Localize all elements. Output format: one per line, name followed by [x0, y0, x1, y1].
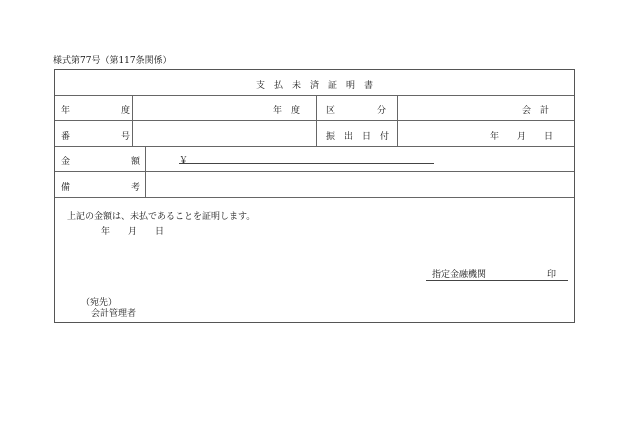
divider-label-col — [132, 95, 133, 146]
addressee: 会計管理者 — [91, 309, 137, 319]
transfer-date-label: 振 出 日 付 — [326, 132, 390, 142]
currency-symbol: ￥ — [179, 156, 189, 166]
kubun-value: 会 計 — [522, 106, 550, 116]
certification-date: 年 月 日 — [101, 227, 165, 237]
amount-label-left: 金 — [61, 157, 71, 167]
year-label-left: 年 — [61, 106, 71, 116]
remarks-label-left: 備 — [61, 183, 71, 193]
institution-label: 指定金融機関 — [432, 270, 487, 280]
form-title: 支 払 未 済 証 明 書 — [255, 81, 373, 91]
certification-statement: 上記の金額は、未払であることを証明します。 — [67, 212, 256, 222]
kubun-label-left: 区 — [326, 106, 336, 116]
certificate-form — [54, 69, 575, 323]
addressee-prefix: （宛先） — [81, 298, 118, 308]
amount-underline — [179, 163, 434, 164]
year-label-right: 度 — [121, 106, 131, 116]
year-value-unit: 年 度 — [273, 106, 301, 116]
rule-row2 — [55, 146, 574, 147]
form-number-label: 様式第77号（第117条関係） — [53, 56, 172, 66]
transfer-date-value: 年 月 日 — [490, 132, 554, 142]
kubun-label-right: 分 — [377, 106, 387, 116]
amount-label-right: 額 — [131, 157, 141, 167]
divider-right-label — [397, 95, 398, 146]
seal-mark: 印 — [547, 270, 557, 280]
rule-row4 — [55, 197, 574, 198]
rule-row3 — [55, 171, 574, 172]
number-label-right: 号 — [121, 132, 131, 142]
remarks-label-right: 考 — [131, 183, 141, 193]
institution-underline — [426, 280, 568, 281]
number-label-left: 番 — [61, 132, 71, 142]
divider-amount-col — [145, 146, 146, 197]
divider-middle — [316, 95, 317, 146]
